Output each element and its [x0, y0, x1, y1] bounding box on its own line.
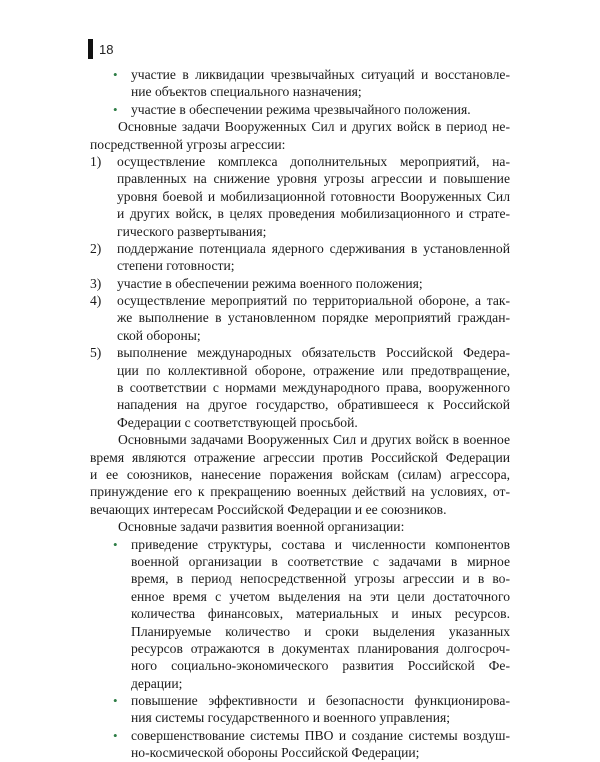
- bullet-icon: •: [113, 536, 118, 552]
- numbered-item-1: 1) осуществление комплекса дополнительных мероприятий, на- правленных на снижение уровня угрозы агрессии и повышение уровня боевой и мобилизационной готовности Вооруженных Сил и других войск, в целях проведения мобилизационного и страте- гического развертывания;: [90, 153, 510, 239]
- page-header: [88, 39, 113, 59]
- bullet-icon: •: [113, 101, 118, 117]
- bullet-icon: •: [113, 727, 118, 743]
- numbered-item-2: 2) поддержание потенциала ядерного сдерживания в установленной степени готовности;: [90, 240, 510, 274]
- list-item: • совершенствование системы ПВО и создание системы воздуш- но-космической обороны Российской Федерации;: [113, 727, 510, 761]
- list-item: • участие в ликвидации чрезвычайных ситуаций и восстановле- ние объектов специального назначения;: [113, 67, 510, 100]
- numbered-item-3: 3) участие в обеспечении режима военного положения;: [90, 275, 423, 291]
- body-text: [90, 66, 510, 762]
- paragraph-war: Основными задачами Вооруженных Сил и других войск в военное время являются отражение агрессии против Российской Федерации и ее союзников, нанесение поражения войскам (силам) агрессора, принуждение его к прекращению военных действий на условиях, от- вечающих интересам Российской Федерации и ее союзников.: [90, 432, 510, 517]
- list-item: • повышение эффективности и безопасности функционирова- ния системы государственного и военного управления;: [113, 693, 510, 726]
- numbered-item-5: 5) выполнение международных обязательств Российской Федера- ции по коллективной обороне, отражение или предотвращение, в соответствии с нормами международного права, вооруженного нападения на другое государство, обратившееся к Российской Федерации с соответствующей просьбой.: [90, 345, 510, 430]
- page-number: 18: [99, 41, 114, 57]
- bullet-icon: •: [113, 67, 118, 82]
- numbered-item-4: 4) осуществление мероприятий по территориальной обороне, а так- же выполнение в установленном порядке мероприятий граждан- ской обороны;: [90, 293, 510, 343]
- paragraph-development: Основные задачи развития военной организации:: [118, 519, 405, 535]
- header-bar: [88, 39, 93, 59]
- bullet-icon: •: [113, 693, 118, 709]
- paragraph-threat: Основные задачи Вооруженных Сил и других войск в период не- посредственной угрозы агрессии:: [90, 119, 510, 152]
- list-item: • участие в обеспечении режима чрезвычайного положения.: [113, 101, 471, 117]
- list-item: • приведение структуры, состава и численности компонентов военной организации в соответствие с задачами в мирное время, в период непосредственной угрозы агрессии и в во- енное время с учетом выделения на эти цели достаточного количества финансовых, материальных и иных ресурсов. Планируемые количество и сроки выделения указанных ресурсов отражаются в документах планирования долгосроч- ного социально-экономического развития Российской Фе- дерации;: [113, 536, 510, 691]
